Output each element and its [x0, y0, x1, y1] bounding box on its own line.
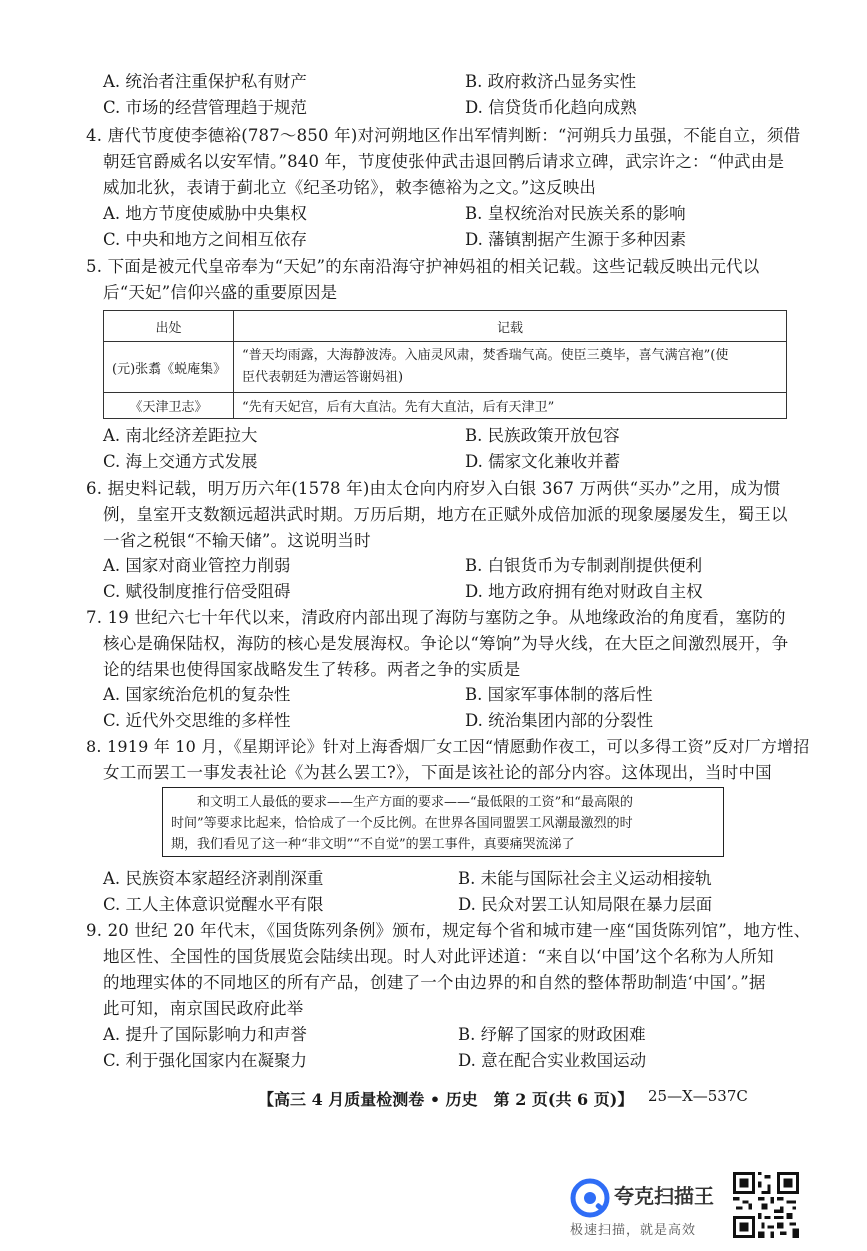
- q7-stem-line1: 7. 19 世纪六七十年代以来，清政府内部出现了海防与塞防之争。从地缘政治的角度看，塞防的: [86, 608, 786, 627]
- q3-option-d: D. 信贷货币化趋向成熟: [465, 98, 637, 117]
- q7-option-b: B. 国家军事体制的落后性: [465, 685, 653, 704]
- q6-option-d: D. 地方政府拥有绝对财政自主权: [465, 582, 703, 601]
- q7-option-a: A. 国家统治危机的复杂性: [103, 685, 291, 704]
- quote-line: 期，我们看见了这一种“非文明”“不自觉”的罢工事件，真要痛哭流涕了: [171, 837, 575, 852]
- record-line: 臣代表朝廷为漕运答谢妈祖): [242, 370, 404, 385]
- q9-option-c: C. 利于强化国家内在凝聚力: [103, 1051, 308, 1070]
- page-footer-title: 【高三 4 月质量检测卷 • 历史 第 2 页(共 6 页)】: [258, 1090, 634, 1109]
- q9-option-b: B. 纾解了国家的财政困难: [458, 1025, 646, 1044]
- q4-stem-line3: 威加北狄，表请于蓟北立《纪圣功铭》，敕李德裕为之文。”这反映出: [103, 178, 597, 197]
- q9-stem-line2: 地区性、全国性的国货展览会陆续出现。时人对此评述道：“来自以‘中国’这个名称为人所知: [103, 947, 774, 966]
- table-header-row: [104, 311, 787, 342]
- qr-code-icon: [733, 1172, 799, 1238]
- q8-stem-line1: 8. 1919 年 10 月，《星期评论》针对上海香烟厂女工因“情愿動作夜工，可以多得工资”反对厂方增招: [86, 737, 810, 756]
- q3-option-c: C. 市场的经营管理趋于规范: [103, 98, 308, 117]
- q5-option-a: A. 南北经济差距拉大: [103, 426, 258, 445]
- table-cell-source: 《天津卫志》: [104, 393, 234, 419]
- q6-stem-line3: 一省之税银“不输天储”。这说明当时: [103, 531, 371, 550]
- q4-option-d: D. 藩镇割据产生源于多种因素: [465, 230, 687, 249]
- quark-logo-icon: [570, 1178, 610, 1218]
- q5-option-d: D. 儒家文化兼收并蓄: [465, 452, 621, 471]
- q5-stem-line2: 后“天妃”信仰兴盛的重要原因是: [103, 283, 338, 302]
- q6-option-c: C. 赋役制度推行倍受阻碍: [103, 582, 291, 601]
- table-cell-source: (元)张翥《蜕庵集》: [104, 342, 234, 393]
- q7-stem-line2: 核心是确保陆权，海防的核心是发展海权。争论以“筹饷”为导火线，在大臣之间激烈展开，争: [103, 634, 789, 653]
- q4-option-c: C. 中央和地方之间相互依存: [103, 230, 308, 249]
- q3-option-a: A. 统治者注重保护私有财产: [103, 72, 307, 91]
- q7-option-d: D. 统治集团内部的分裂性: [465, 711, 654, 730]
- q8-option-d: D. 民众对罢工认知局限在暴力层面: [458, 895, 713, 914]
- q8-stem-line2: 女工而罢工一事发表社论《为甚么罢工?》，下面是该社论的部分内容。这体现出，当时中国: [103, 763, 772, 782]
- page-footer-code: 25—X—537C: [648, 1087, 748, 1105]
- table-cell-record: “先有天妃宫，后有大直沽。先有大直沽，后有天津卫”: [234, 393, 787, 419]
- record-line: “普天均雨露，大海静波涛。入庙灵风肃，焚香瑞气高。使臣三奠毕，喜气满宫袍”(使: [242, 348, 729, 363]
- table-row: [104, 342, 787, 393]
- table-header-source: 出处: [104, 311, 234, 342]
- q4-option-a: A. 地方节度使威胁中央集权: [103, 204, 307, 223]
- table-row: [104, 393, 787, 419]
- watermark-subtitle: 极速扫描，就是高效: [570, 1223, 697, 1238]
- quote-line: 时间”等要求比起来，恰恰成了一个反比例。在世界各国同盟罢工风潮最激烈的时: [171, 816, 633, 831]
- q6-stem-line2: 例，皇室开支数额远超洪武时期。万历后期，地方在正赋外成倍加派的现象屡屡发生，蜀王以: [103, 505, 788, 524]
- q5-record-table: [103, 310, 787, 419]
- quote-line: 和文明工人最低的要求——生产方面的要求——“最低限的工资”和“最高限的: [197, 795, 633, 810]
- table-header-record: 记载: [234, 311, 787, 342]
- q9-stem-line4: 此可知，南京国民政府此举: [103, 999, 304, 1018]
- q4-option-b: B. 皇权统治对民族关系的影响: [465, 204, 686, 223]
- table-cell-record: [234, 342, 787, 393]
- q6-stem-line1: 6. 据史料记载，明万历六年(1578 年)由太仓向内府岁入白银 367 万两供“买办”之用，成为惯: [86, 479, 781, 498]
- q9-stem-line1: 9. 20 世纪 20 年代末，《国货陈列条例》颁布，规定每个省和城市建一座“国货陈列馆”，地方性、: [86, 921, 811, 940]
- q3-option-b: B. 政府救济凸显务实性: [465, 72, 637, 91]
- q9-option-a: A. 提升了国际影响力和声誉: [103, 1025, 307, 1044]
- q6-option-b: B. 白银货币为专制剥削提供便利: [465, 556, 703, 575]
- q6-option-a: A. 国家对商业管控力削弱: [103, 556, 291, 575]
- q4-stem-line2: 朝廷官爵威名以安军情。”840 年，节度使张仲武击退回鹘后请求立碑，武宗许之：“仲武由是: [103, 152, 785, 171]
- q9-stem-line3: 的地理实体的不同地区的所有产品，创建了一个由边界的和自然的整体帮助制造‘中国’。”据: [103, 973, 766, 992]
- q9-option-d: D. 意在配合实业救国运动: [458, 1051, 647, 1070]
- q5-option-b: B. 民族政策开放包容: [465, 426, 620, 445]
- q7-option-c: C. 近代外交思维的多样性: [103, 711, 291, 730]
- q5-option-c: C. 海上交通方式发展: [103, 452, 258, 471]
- q8-option-a: A. 民族资本家超经济剥削深重: [103, 869, 324, 888]
- watermark-title: 夸克扫描王: [614, 1184, 714, 1208]
- q8-quote-box: [162, 787, 724, 857]
- q4-stem-line1: 4. 唐代节度使李德裕(787～850 年)对河朔地区作出军情判断：“河朔兵力虽强，不能自立，须借: [86, 126, 801, 145]
- q8-option-c: C. 工人主体意识觉醒水平有限: [103, 895, 324, 914]
- q8-option-b: B. 未能与国际社会主义运动相接轨: [458, 869, 712, 888]
- q5-stem-line1: 5. 下面是被元代皇帝奉为“天妃”的东南沿海守护神妈祖的相关记载。这些记载反映出元代以: [86, 257, 760, 276]
- q7-stem-line3: 论的结果也使得国家战略发生了转移。两者之争的实质是: [103, 660, 521, 679]
